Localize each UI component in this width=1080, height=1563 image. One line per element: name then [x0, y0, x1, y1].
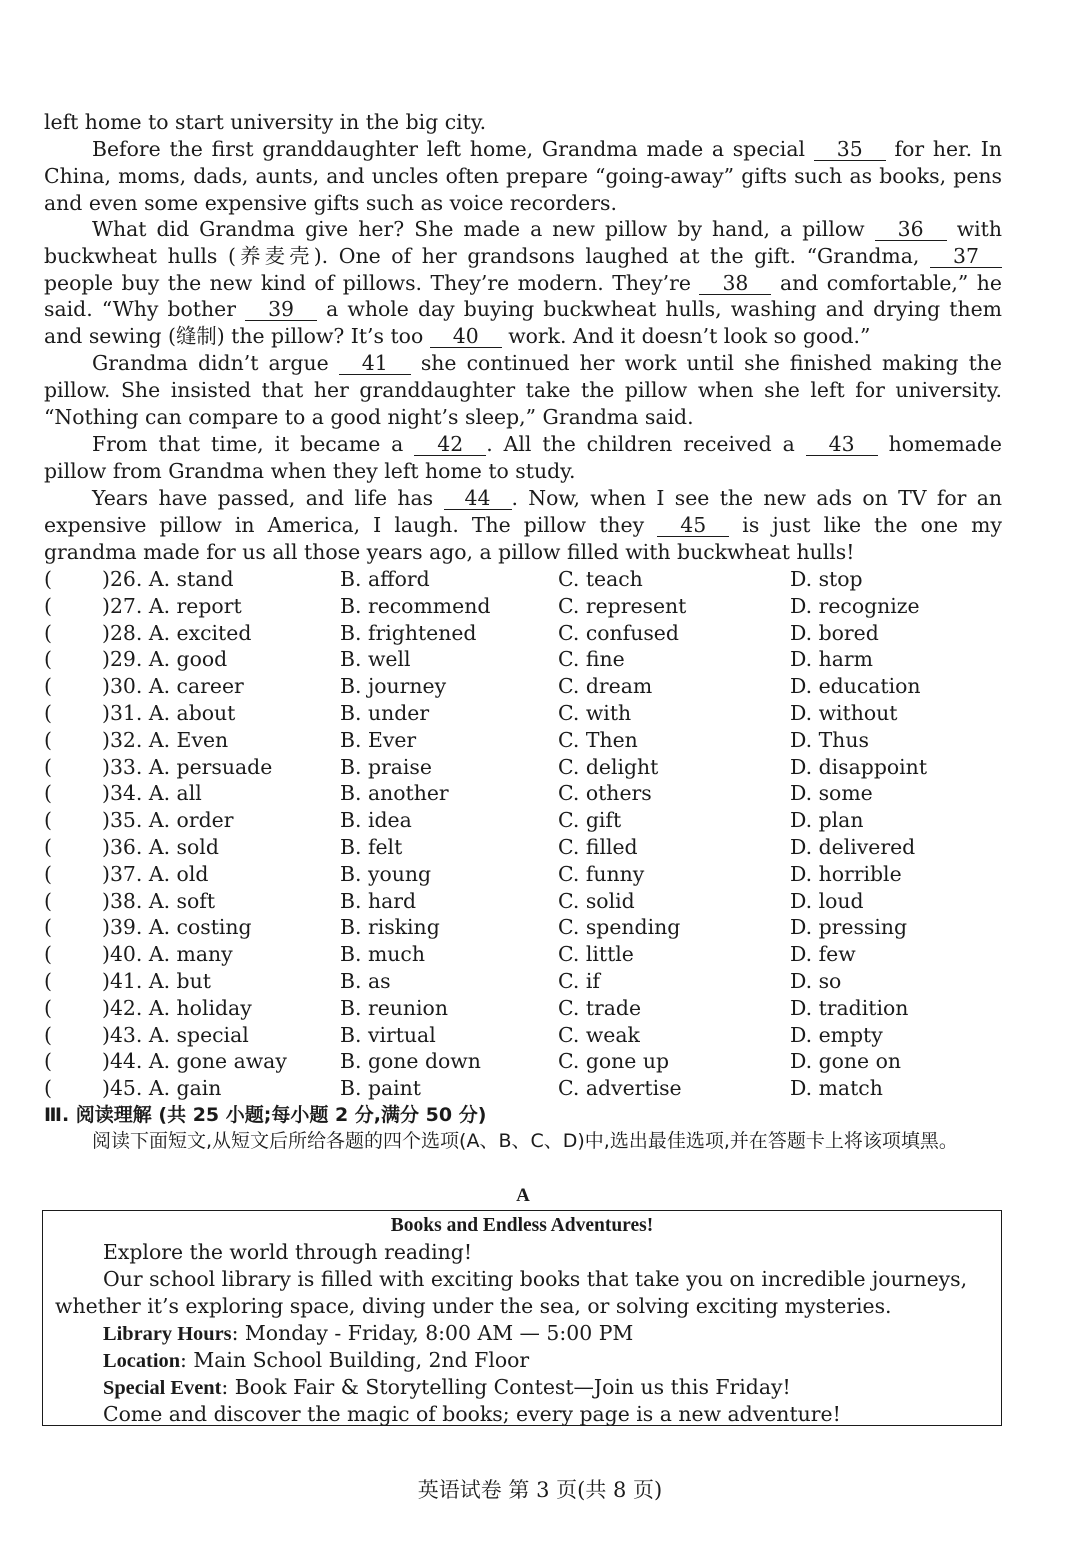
option-c: C. if [558, 968, 600, 993]
option-c: C. advertise [558, 1076, 682, 1101]
answer-paren[interactable]: ( [44, 968, 52, 993]
option-d: D. gone on [790, 1049, 902, 1074]
answer-paren[interactable]: ( [44, 593, 52, 618]
question-row-36 [44, 834, 1004, 861]
notice-line: whether it’s exploring space, diving under the sea, or solving exciting mysteries. [55, 1294, 892, 1318]
option-d: D. stop [790, 567, 863, 591]
option-c: C. with [558, 700, 632, 725]
option-d: D. education [790, 674, 921, 699]
passage-letter: A [516, 1185, 530, 1206]
passage-paragraph-3: Grandma didn’t argue 41 she continued her work until she finished making the pillow. She insisted that her granddaughter take the pillow when she left for university. “Nothing can compare to a good night’s sleep,” Grandma said. [44, 351, 1002, 429]
passage-paragraph-2: What did Grandma give her? She made a new pillow by hand, a pillow 36 with buckwheat hulls (养麦壳). One of her grandsons laughed at the gift. “Grandma, 37 people buy the new kind of pillows. They’re modern. They’re 38 and comfortable,” he said. “Why bother 39 a whole day buying buckwheat hulls, washing and drying them and sewing (缝制) the pillow? It’s too 40 work. And it doesn’t look so good.” [44, 217, 1003, 349]
option-d: D. so [790, 968, 842, 993]
answer-paren[interactable]: ( [44, 915, 52, 940]
question-row-27 [44, 593, 1004, 620]
blank-42: 42 [414, 433, 486, 456]
option-b: B. Ever [340, 727, 417, 752]
question-row-30 [44, 673, 1004, 700]
option-d: D. empty [790, 1022, 883, 1047]
answer-paren[interactable]: ( [44, 1076, 52, 1101]
option-a: )29. A. good [102, 647, 228, 672]
library-location [103, 1347, 1035, 1375]
question-row-43 [44, 1022, 1004, 1049]
location-label: Location [103, 1350, 181, 1372]
notice-title: Books and Endless Adventures! [390, 1215, 654, 1236]
option-a: )40. A. many [102, 942, 233, 967]
option-d: D. Thus [790, 727, 869, 752]
library-hours [103, 1320, 1035, 1348]
option-a: )41. A. but [102, 968, 211, 993]
blank-38: 38 [699, 272, 771, 295]
option-c: C. weak [558, 1022, 640, 1047]
option-a: )26. A. stand [102, 567, 234, 591]
blank-41: 41 [339, 352, 411, 375]
option-b: B. young [340, 861, 432, 886]
option-c: C. spending [558, 915, 681, 940]
question-row-38 [44, 888, 1004, 915]
event-label: Special Event [103, 1377, 222, 1399]
option-c: C. trade [558, 995, 642, 1020]
notice-line: Explore the world through reading! [103, 1240, 473, 1264]
option-d: D. loud [790, 888, 864, 913]
option-d: D. harm [790, 647, 873, 672]
answer-paren[interactable]: ( [44, 727, 52, 752]
option-a: )39. A. costing [102, 915, 252, 940]
option-a: )43. A. special [102, 1022, 249, 1047]
option-d: D. pressing [790, 915, 908, 940]
blank-40: 40 [430, 325, 502, 348]
option-a: )33. A. persuade [102, 754, 273, 779]
question-row-39 [44, 914, 1004, 941]
question-row-29 [44, 646, 1004, 673]
option-d: D. few [790, 942, 856, 967]
passage-paragraph-1: Before the first granddaughter left home, Grandma made a special 35 for her. In China, moms, dads, aunts, and uncles often prepare “going-away” gifts such as books, pens and even some expensive gifts such as voice recorders. [44, 137, 1002, 215]
question-row-32 [44, 727, 1004, 754]
option-d: D. some [790, 781, 873, 806]
option-a: )37. A. old [102, 861, 209, 886]
answer-paren[interactable]: ( [44, 700, 52, 725]
option-c: C. filled [558, 834, 638, 859]
hours-label: Library Hours [103, 1323, 232, 1345]
question-row-31 [44, 700, 1004, 727]
question-row-41 [44, 968, 1004, 995]
option-b: B. journey [340, 674, 447, 699]
option-a: )30. A. career [102, 674, 244, 699]
option-d: D. match [790, 1076, 883, 1101]
option-b: B. paint [340, 1076, 422, 1101]
answer-paren[interactable]: ( [44, 620, 52, 645]
answer-paren[interactable]: ( [44, 808, 52, 833]
option-a: )36. A. sold [102, 834, 219, 859]
answer-paren[interactable]: ( [44, 1022, 52, 1047]
answer-paren[interactable]: ( [44, 888, 52, 913]
blank-45: 45 [657, 514, 729, 537]
page-footer: 英语试卷 第 3 页(共 8 页) [417, 1478, 663, 1502]
blank-36: 36 [875, 218, 947, 241]
option-b: B. under [340, 700, 430, 725]
blank-44: 44 [444, 487, 512, 510]
option-b: B. idea [340, 808, 412, 833]
hours-value: : Monday - Friday, 8:00 AM — 5:00 PM [231, 1321, 634, 1345]
option-d: D. disappoint [790, 754, 928, 779]
option-b: B. felt [340, 834, 403, 859]
option-c: C. represent [558, 593, 687, 618]
question-row-45 [44, 1075, 1004, 1102]
option-a: )45. A. gain [102, 1076, 222, 1101]
special-event [103, 1374, 1035, 1402]
option-d: D. horrible [790, 861, 902, 886]
option-c: C. teach [558, 567, 643, 591]
question-options-list [44, 566, 1004, 1102]
option-c: C. others [558, 781, 652, 806]
question-row-44 [44, 1048, 1004, 1075]
option-a: )35. A. order [102, 808, 234, 833]
option-b: B. well [340, 647, 411, 672]
answer-paren[interactable]: ( [44, 781, 52, 806]
answer-paren[interactable]: ( [44, 754, 52, 779]
answer-paren[interactable]: ( [44, 647, 52, 672]
section-instruction: 阅读下面短文,从短文后所给各题的四个选项(A、B、C、D)中,选出最佳选项,并在答题卡上将该项填黑。 [92, 1130, 958, 1152]
question-row-35 [44, 807, 1004, 834]
answer-paren[interactable]: ( [44, 674, 52, 699]
option-b: B. praise [340, 754, 432, 779]
option-a: )32. A. Even [102, 727, 229, 752]
option-b: B. reunion [340, 995, 448, 1020]
notice-line: Our school library is filled with exciting books that take you on incredible journeys, [103, 1267, 968, 1291]
library-notice-box [42, 1210, 1002, 1426]
passage-paragraph-5: Years have passed, and life has 44 . Now, when I see the new ads on TV for an expensive pillow in America, I laugh. The pillow they 45 is just like the one my grandma made for us all those years ago, a pillow filled with buckwheat hulls! [44, 486, 1003, 564]
option-c: C. gift [558, 808, 622, 833]
blank-35: 35 [814, 138, 886, 161]
blank-37: 37 [930, 245, 1002, 268]
passage-paragraph-4: From that time, it became a 42 . All the children received a 43 homemade pillow from Grandma when they left home to study. [44, 432, 1003, 483]
option-c: C. delight [558, 754, 659, 779]
option-d: D. bored [790, 620, 879, 645]
option-c: C. funny [558, 861, 645, 886]
notice-line: Come and discover the magic of books; every page is a new adventure! [103, 1402, 841, 1426]
answer-paren[interactable]: ( [44, 1049, 52, 1074]
question-row-33 [44, 754, 1004, 781]
option-a: )42. A. holiday [102, 995, 252, 1020]
location-value: : Main School Building, 2nd Floor [180, 1348, 530, 1372]
option-a: )38. A. soft [102, 888, 216, 913]
option-a: )44. A. gone away [102, 1049, 287, 1074]
question-row-37 [44, 861, 1004, 888]
option-c: C. little [558, 942, 634, 967]
answer-paren[interactable]: ( [44, 995, 52, 1020]
option-d: D. plan [790, 808, 864, 833]
answer-paren[interactable]: ( [44, 567, 52, 591]
answer-paren[interactable]: ( [44, 942, 52, 967]
option-c: C. solid [558, 888, 635, 913]
question-row-42 [44, 995, 1004, 1022]
option-b: B. gone down [340, 1049, 481, 1074]
option-b: B. virtual [340, 1022, 436, 1047]
option-b: B. hard [340, 888, 417, 913]
option-c: C. Then [558, 727, 638, 752]
option-a: )34. A. all [102, 781, 202, 806]
option-a: )28. A. excited [102, 620, 252, 645]
option-c: C. dream [558, 674, 653, 699]
question-row-28 [44, 620, 1004, 647]
option-d: D. without [790, 700, 898, 725]
option-d: D. tradition [790, 995, 909, 1020]
answer-paren[interactable]: ( [44, 861, 52, 886]
blank-43: 43 [806, 433, 878, 456]
passage-paragraph-0: left home to start university in the big city. [44, 110, 487, 134]
option-b: B. another [340, 781, 449, 806]
option-a: )31. A. about [102, 700, 236, 725]
option-a: )27. A. report [102, 593, 242, 618]
option-c: C. gone up [558, 1049, 670, 1074]
section-heading: Ⅲ. 阅读理解 (共 25 小题;每小题 2 分,满分 50 分) [44, 1104, 487, 1126]
option-b: B. risking [340, 915, 440, 940]
option-c: C. confused [558, 620, 679, 645]
event-value: : Book Fair & Storytelling Contest—Join us this Friday! [221, 1375, 791, 1399]
answer-paren[interactable]: ( [44, 834, 52, 859]
option-d: D. delivered [790, 834, 916, 859]
option-b: B. afford [340, 567, 430, 591]
question-row-26 [44, 566, 1004, 593]
option-d: D. recognize [790, 593, 920, 618]
question-row-34 [44, 780, 1004, 807]
blank-39: 39 [245, 298, 317, 321]
option-b: B. as [340, 968, 391, 993]
option-b: B. frightened [340, 620, 477, 645]
question-row-40 [44, 941, 1004, 968]
option-c: C. fine [558, 647, 625, 672]
option-b: B. much [340, 942, 425, 967]
option-b: B. recommend [340, 593, 491, 618]
